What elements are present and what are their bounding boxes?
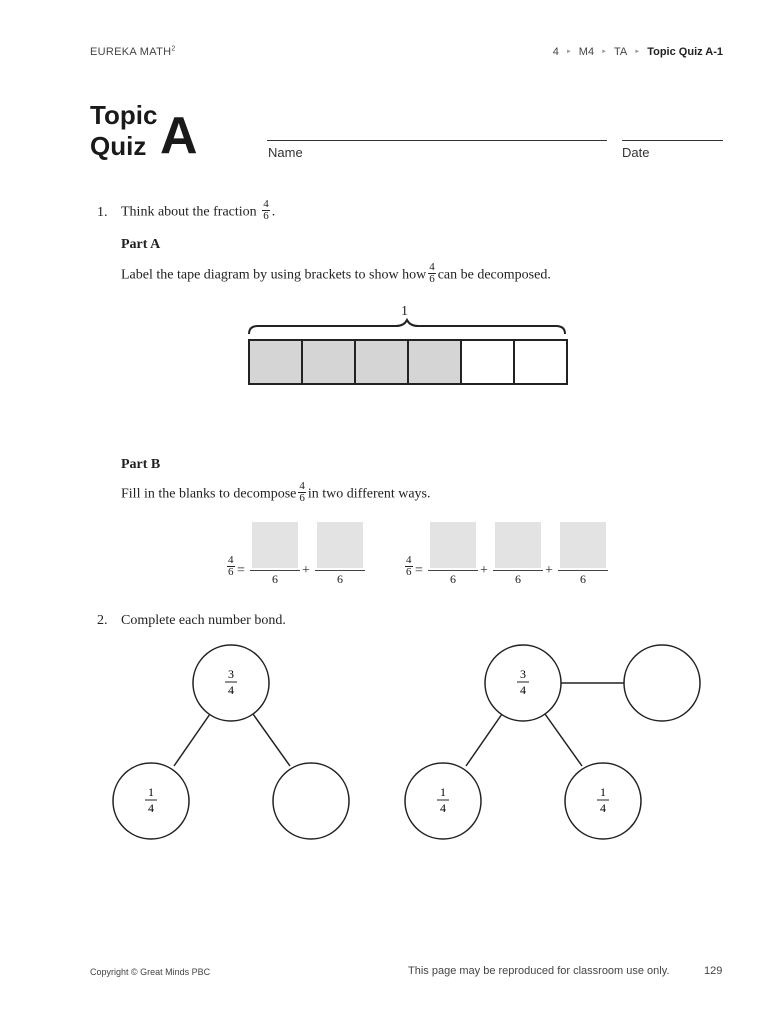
denominator: 6: [580, 572, 586, 586]
question-2-prompt: Complete each number bond.: [121, 613, 286, 628]
fraction: [298, 481, 306, 504]
bond-connector: [466, 714, 502, 766]
tape-cell-empty: [462, 341, 515, 383]
title-line-1: Topic: [90, 100, 158, 130]
fraction: [227, 555, 235, 578]
part-b-heading: Part B: [121, 457, 161, 472]
page-number: 129: [704, 965, 723, 977]
fraction: [428, 262, 436, 285]
fraction: [262, 199, 270, 222]
fraction-bar: [315, 570, 365, 571]
reproduction-notice: This page may be reproduced for classroom use only.: [408, 965, 670, 977]
denominator: 4: [148, 801, 154, 815]
denominator: 6: [450, 572, 456, 586]
bond-connector: [174, 714, 210, 766]
denominator: 4: [440, 801, 446, 815]
breadcrumb-current: Topic Quiz A-1: [647, 46, 723, 58]
fraction-bar: [558, 570, 608, 571]
plus-sign: +: [302, 563, 310, 578]
name-label: Name: [268, 145, 303, 160]
denominator: 4: [228, 683, 234, 697]
tape-cell-shaded: [303, 341, 356, 383]
instruction-text: Label the tape diagram by using brackets to show how: [121, 267, 427, 283]
name-field[interactable]: [267, 140, 607, 141]
numerator: 3: [520, 667, 526, 681]
denominator: 6: [272, 572, 278, 586]
topic-letter: A: [160, 107, 198, 165]
brand-name: EUREKA MATH$^2$: [90, 45, 176, 58]
tape-cell-shaded: [409, 341, 462, 383]
numerator-blank[interactable]: [560, 522, 606, 568]
number-bonds: [0, 630, 768, 860]
copyright: Copyright © Great Minds PBC: [90, 967, 211, 977]
numerator: 1: [148, 785, 154, 799]
instruction-text-end: can be decomposed.: [437, 267, 551, 283]
denominator: 6: [515, 572, 521, 586]
plus-sign: +: [480, 563, 488, 578]
denominator: 6: [228, 566, 234, 578]
question-1-number: 1.: [97, 205, 108, 220]
instruction-text-end: in two different ways.: [307, 486, 431, 502]
fraction-bar: [428, 570, 478, 571]
breadcrumb-module: M4: [578, 46, 595, 58]
breadcrumb-separator-icon: ►: [565, 49, 572, 55]
part-a-instruction: [121, 261, 551, 287]
denominator: 6: [429, 273, 435, 285]
denominator: 6: [299, 492, 305, 504]
tape-cell-empty: [515, 341, 566, 383]
plus-sign: +: [545, 563, 553, 578]
part-a-heading: Part A: [121, 237, 161, 252]
numerator-blank[interactable]: [430, 522, 476, 568]
whole-label: 1: [401, 304, 408, 319]
question-2-number: 2.: [97, 613, 108, 628]
bond-1-blank-part-circle[interactable]: [273, 763, 349, 839]
denominator: 4: [600, 801, 606, 815]
numerator: 1: [600, 785, 606, 799]
numerator: 4: [429, 261, 435, 273]
equals-sign: =: [237, 563, 245, 578]
numerator: 4: [406, 554, 412, 566]
part-b-instruction: [121, 480, 431, 506]
prompt-text: Think about the fraction: [121, 204, 257, 220]
equation-1-lhs: [225, 554, 237, 580]
numerator-blank[interactable]: [252, 522, 298, 568]
equals-sign: =: [415, 563, 423, 578]
breadcrumb-topic: TA: [614, 46, 628, 58]
denominator: 6: [263, 210, 269, 222]
instruction-text: Fill in the blanks to decompose: [121, 486, 297, 502]
bond-connector: [545, 714, 582, 766]
numerator-blank[interactable]: [495, 522, 541, 568]
prompt-end: .: [271, 204, 276, 220]
fraction-bar: [250, 570, 300, 571]
breadcrumb: [553, 46, 723, 58]
denominator: 6: [406, 566, 412, 578]
tape-cell-shaded: [250, 341, 303, 383]
tape-diagram[interactable]: [248, 339, 568, 385]
breadcrumb-separator-icon: ►: [634, 49, 641, 55]
brand-superscript: 2: [171, 45, 176, 53]
fraction: [405, 555, 413, 578]
equation-2-lhs: [403, 554, 415, 580]
title-line-2: Quiz: [90, 131, 147, 161]
bond-2-blank-part-circle[interactable]: [624, 645, 700, 721]
breadcrumb-separator-icon: ►: [601, 49, 608, 55]
question-1-prompt: [121, 198, 276, 224]
date-label: Date: [622, 145, 650, 160]
denominator: 4: [520, 683, 526, 697]
curly-brace-icon: [246, 318, 568, 336]
numerator: 4: [228, 554, 234, 566]
date-field[interactable]: [622, 140, 723, 141]
numerator: 4: [299, 480, 305, 492]
numerator: 4: [263, 198, 269, 210]
numerator-blank[interactable]: [317, 522, 363, 568]
fraction-bar: [493, 570, 543, 571]
page-title: [90, 100, 157, 162]
tape-cell-shaded: [356, 341, 409, 383]
breadcrumb-grade: 4: [552, 46, 559, 58]
numerator: 1: [440, 785, 446, 799]
numerator: 3: [228, 667, 234, 681]
denominator: 6: [337, 572, 343, 586]
bond-connector: [253, 714, 290, 766]
